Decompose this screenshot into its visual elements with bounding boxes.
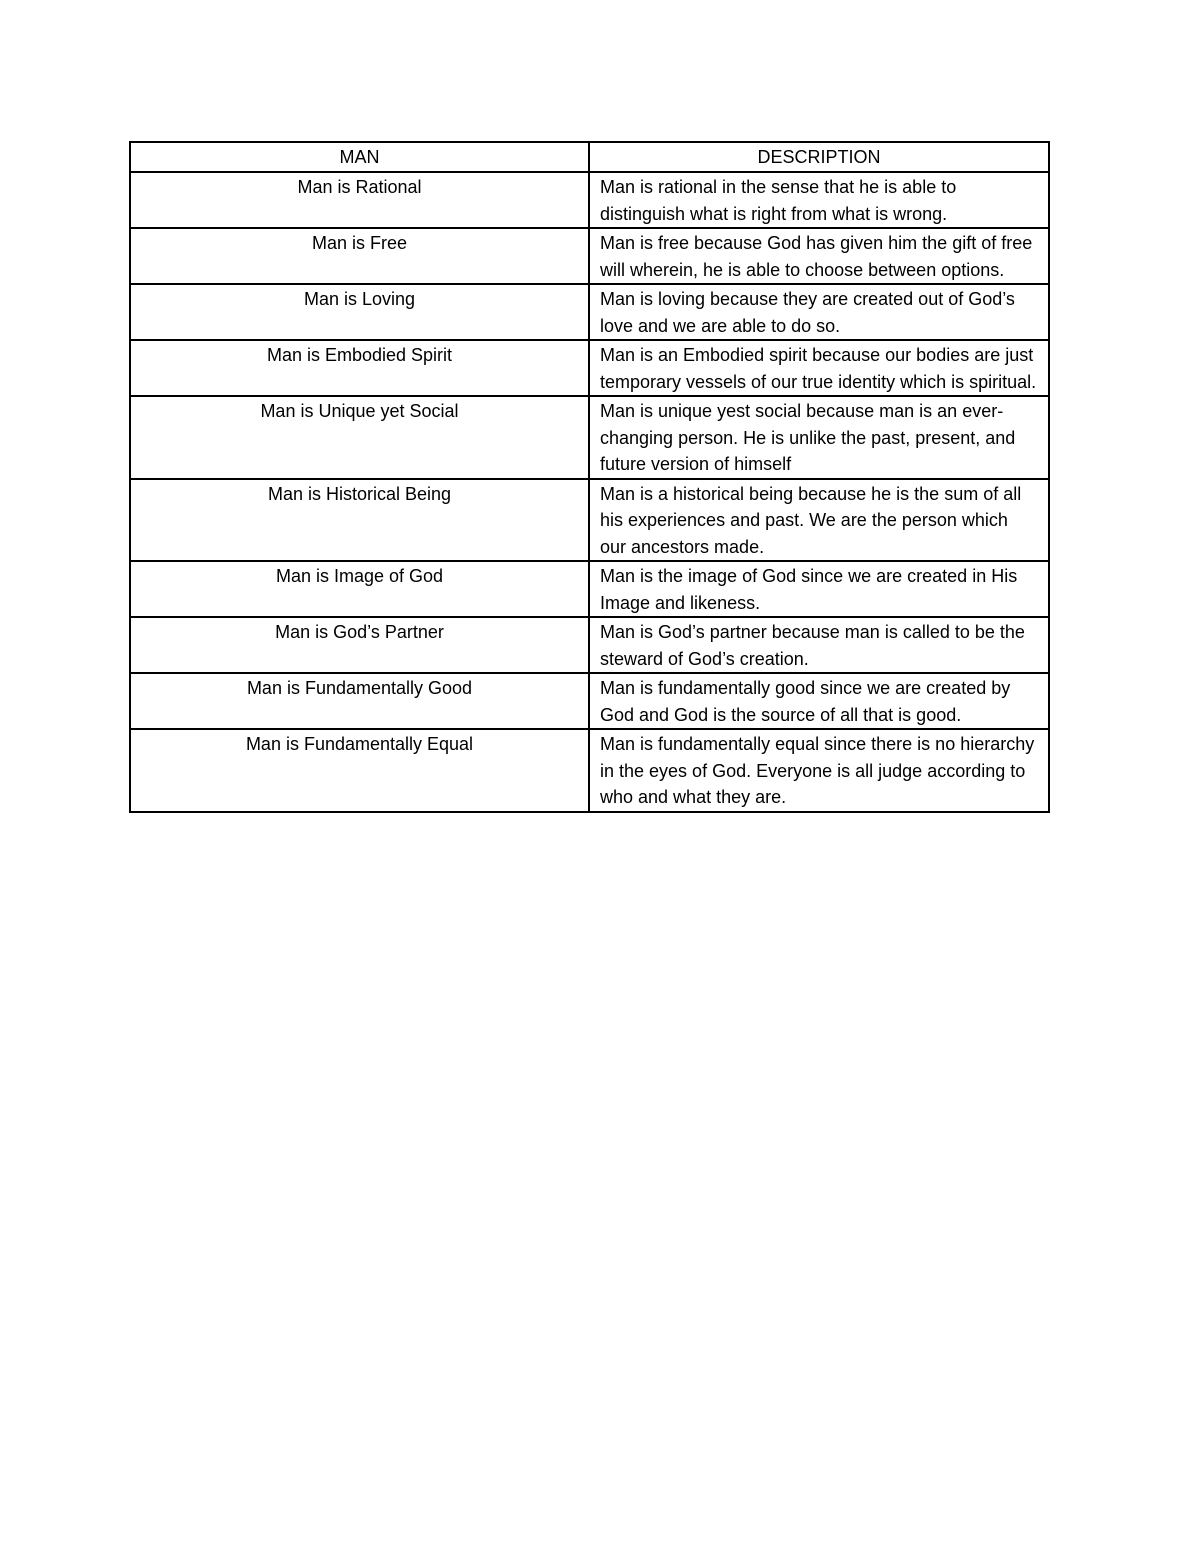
table-row	[130, 396, 1049, 479]
table-row	[130, 729, 1049, 812]
table-row	[130, 228, 1049, 284]
description-cell: Man is God’s partner because man is called to be the steward of God’s creation.	[589, 617, 1049, 673]
description-cell: Man is fundamentally equal since there is no hierarchy in the eyes of God. Everyone is all judge according to who and what they are.	[589, 729, 1049, 812]
description-cell: Man is fundamentally good since we are created by God and God is the source of all that is good.	[589, 673, 1049, 729]
man-cell: Man is Embodied Spirit	[130, 340, 589, 396]
man-cell: Man is Loving	[130, 284, 589, 340]
table-row	[130, 340, 1049, 396]
table-row	[130, 673, 1049, 729]
man-cell: Man is Historical Being	[130, 479, 589, 562]
description-cell: Man is rational in the sense that he is able to distinguish what is right from what is wrong.	[589, 172, 1049, 228]
table-row	[130, 284, 1049, 340]
description-cell: Man is a historical being because he is the sum of all his experiences and past. We are the person which our ancestors made.	[589, 479, 1049, 562]
table-row	[130, 561, 1049, 617]
man-cell: Man is Free	[130, 228, 589, 284]
man-cell: Man is Rational	[130, 172, 589, 228]
man-cell: Man is Fundamentally Good	[130, 673, 589, 729]
header-man: MAN	[130, 142, 589, 172]
man-cell: Man is Image of God	[130, 561, 589, 617]
description-cell: Man is unique yest social because man is an ever-changing person. He is unlike the past, present, and future version of himself	[589, 396, 1049, 479]
man-cell: Man is Fundamentally Equal	[130, 729, 589, 812]
table-row	[130, 479, 1049, 562]
description-cell: Man is the image of God since we are created in His Image and likeness.	[589, 561, 1049, 617]
description-cell: Man is loving because they are created out of God’s love and we are able to do so.	[589, 284, 1049, 340]
description-cell: Man is an Embodied spirit because our bodies are just temporary vessels of our true identity which is spiritual.	[589, 340, 1049, 396]
man-description-table	[129, 141, 1050, 813]
header-description: DESCRIPTION	[589, 142, 1049, 172]
man-cell: Man is Unique yet Social	[130, 396, 589, 479]
description-cell: Man is free because God has given him the gift of free will wherein, he is able to choose between options.	[589, 228, 1049, 284]
table-row	[130, 617, 1049, 673]
table-header-row	[130, 142, 1049, 172]
man-cell: Man is God’s Partner	[130, 617, 589, 673]
table-row	[130, 172, 1049, 228]
